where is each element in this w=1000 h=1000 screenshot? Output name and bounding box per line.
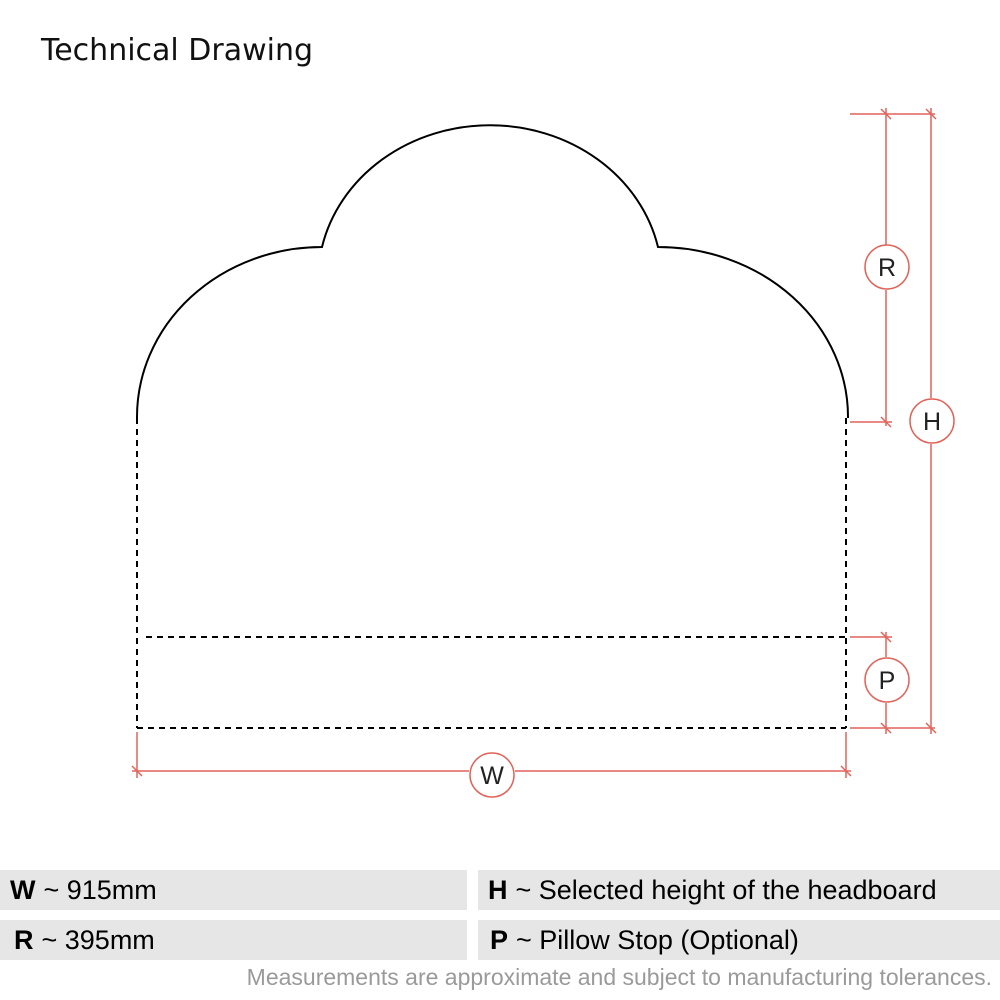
- legend-width-key: W: [10, 874, 36, 905]
- dim-label-r: [865, 245, 909, 289]
- legend-pillow-stop-key: P: [490, 924, 509, 955]
- legend-height-key: H: [488, 874, 508, 905]
- legend-width: [0, 870, 467, 910]
- legend-radius: [0, 920, 467, 960]
- legend-pillow-stop: [478, 920, 1000, 960]
- dim-label-h: [910, 399, 954, 443]
- legend-radius-text: ~ 395mm: [41, 924, 155, 955]
- legend-width-text: ~ 915mm: [43, 874, 157, 905]
- legend-pillow-stop-text: ~ Pillow Stop (Optional): [516, 924, 799, 955]
- dim-label-p: [865, 658, 909, 702]
- legend-height: [478, 870, 1000, 910]
- disclaimer-note: Measurements are approximate and subject to manufacturing tolerances.: [246, 964, 992, 990]
- legend-radius-key: R: [14, 924, 34, 955]
- page-title: Technical Drawing: [41, 33, 314, 68]
- headboard-lower-dashed: [137, 418, 846, 728]
- dim-label-h-text: H: [922, 408, 942, 436]
- dimension-lines: [132, 108, 936, 778]
- dim-label-w: [470, 753, 514, 797]
- dim-label-p-text: P: [878, 667, 896, 695]
- dim-label-w-text: W: [480, 762, 504, 790]
- headboard-outline: [137, 125, 848, 418]
- dim-label-r-text: R: [877, 254, 897, 282]
- legend-height-text: ~ Selected height of the headboard: [515, 874, 937, 905]
